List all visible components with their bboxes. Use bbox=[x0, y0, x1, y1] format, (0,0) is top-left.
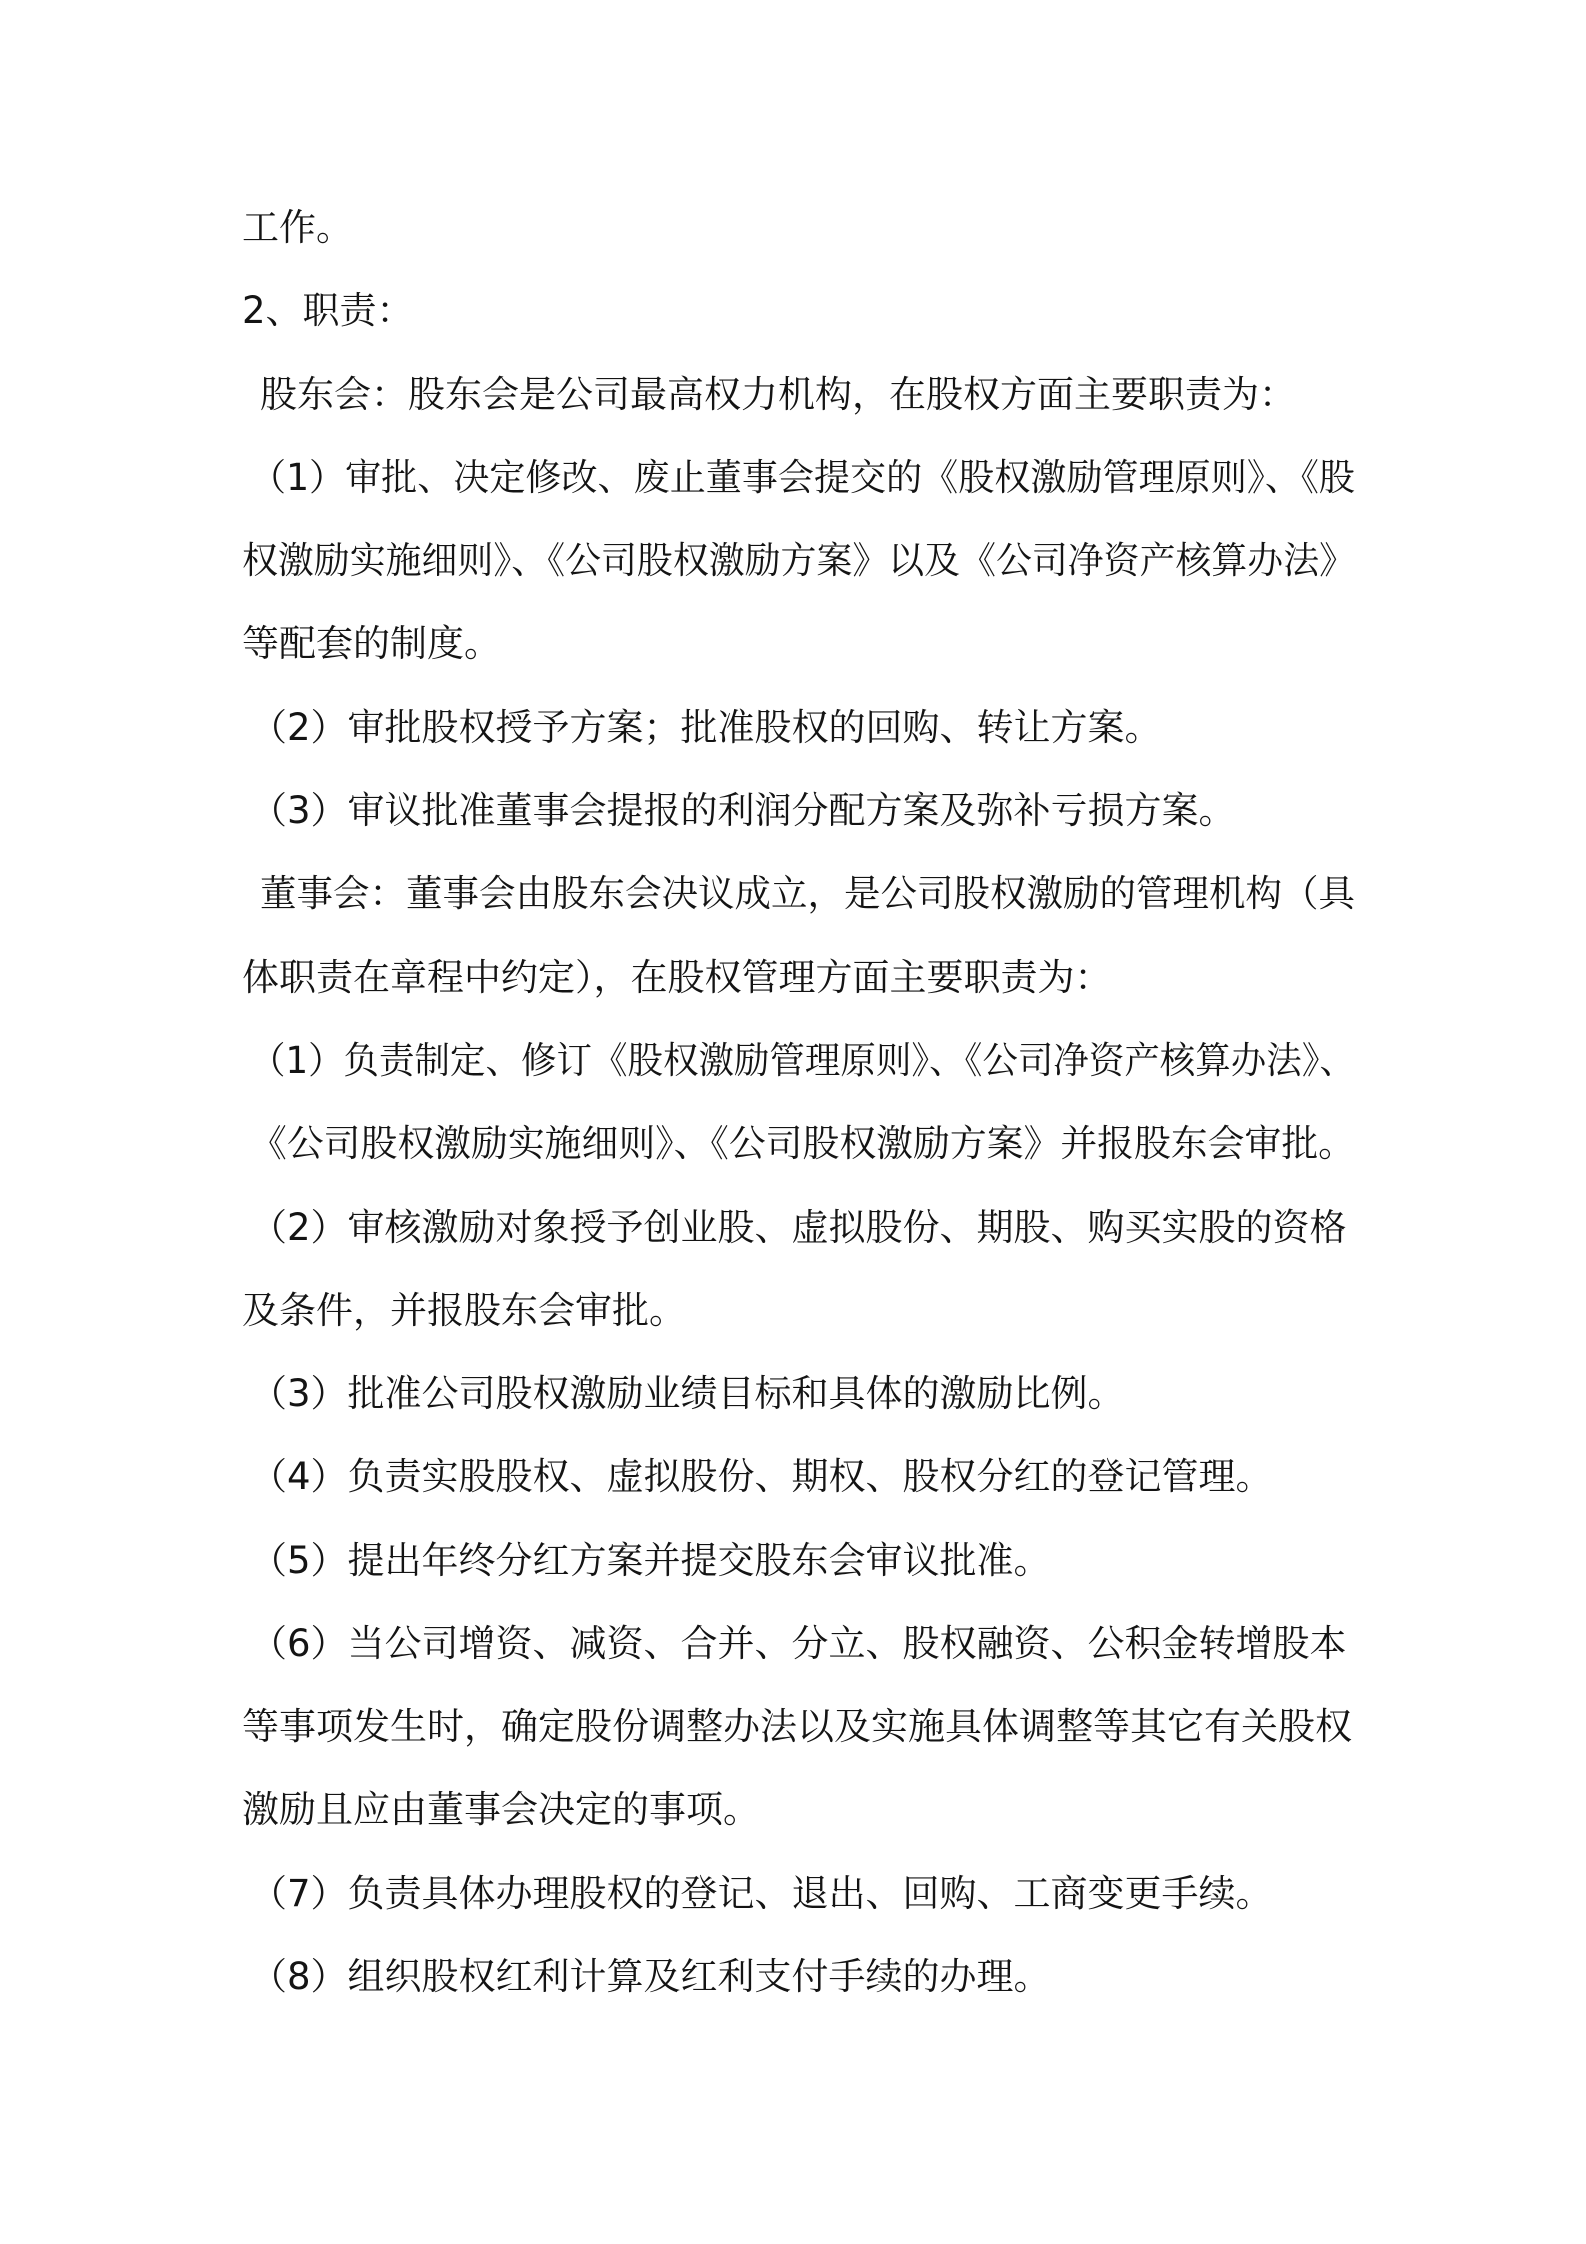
text-line bbox=[0, 781, 1586, 841]
text-line bbox=[0, 1447, 1586, 1507]
line-text: （1）审批、决定修改、废止董事会提交的《股权激励管理原则》、《股 bbox=[250, 456, 1355, 499]
text-line bbox=[0, 1114, 1586, 1174]
text-line bbox=[0, 1864, 1586, 1924]
line-text: 及条件，并报股东会审批。 bbox=[242, 1289, 686, 1332]
line-text: （4）负责实股股权、虚拟股份、期权、股权分红的登记管理。 bbox=[250, 1455, 1273, 1498]
line-text: （2）审批股权授予方案；批准股权的回购、转让方案。 bbox=[250, 706, 1162, 749]
text-line bbox=[0, 1614, 1586, 1674]
line-text: （6）当公司增资、减资、合并、分立、股权融资、公积金转增股本 bbox=[250, 1622, 1347, 1665]
line-text: 权激励实施细则》、《公司股权激励方案》以及《公司净资产核算办法》 bbox=[242, 539, 1355, 582]
line-text: 工作。 bbox=[242, 206, 353, 249]
text-line bbox=[0, 948, 1586, 1008]
text-line bbox=[0, 1364, 1586, 1424]
text-line bbox=[0, 614, 1586, 674]
text-line bbox=[0, 1198, 1586, 1258]
text-line bbox=[0, 1780, 1586, 1840]
text-line bbox=[0, 864, 1586, 924]
line-text: 等事项发生时，确定股份调整办法以及实施具体调整等其它有关股权 bbox=[242, 1705, 1352, 1748]
line-text: 体职责在章程中约定），在股权管理方面主要职责为： bbox=[242, 956, 1112, 999]
text-line bbox=[0, 531, 1586, 591]
text-line bbox=[0, 1281, 1586, 1341]
text-line bbox=[0, 698, 1586, 758]
line-text: 激励且应由董事会决定的事项。 bbox=[242, 1788, 760, 1831]
text-line bbox=[0, 365, 1586, 425]
section-heading bbox=[0, 281, 1586, 341]
line-text: 2、职责： bbox=[242, 289, 414, 332]
text-line bbox=[0, 1947, 1586, 2007]
line-text: （3）批准公司股权激励业绩目标和具体的激励比例。 bbox=[250, 1372, 1125, 1415]
line-text: 董事会：董事会由股东会决议成立，是公司股权激励的管理机构（具 bbox=[260, 872, 1355, 915]
line-text: （5）提出年终分红方案并提交股东会审议批准。 bbox=[250, 1539, 1051, 1582]
text-line bbox=[0, 1031, 1586, 1091]
line-text: 《公司股权激励实施细则》、《公司股权激励方案》并报股东会审批。 bbox=[250, 1122, 1355, 1165]
text-line bbox=[0, 1531, 1586, 1591]
line-text: （3）审议批准董事会提报的利润分配方案及弥补亏损方案。 bbox=[250, 789, 1236, 832]
text-line bbox=[0, 198, 1586, 258]
line-text: （8）组织股权红利计算及红利支付手续的办理。 bbox=[250, 1955, 1051, 1998]
line-text: （1）负责制定、修订《股权激励管理原则》、《公司净资产核算办法》、 bbox=[250, 1039, 1355, 1082]
line-text: （2）审核激励对象授予创业股、虚拟股份、期股、购买实股的资格 bbox=[250, 1206, 1347, 1249]
line-text: （7）负责具体办理股权的登记、退出、回购、工商变更手续。 bbox=[250, 1872, 1273, 1915]
line-text: 股东会：股东会是公司最高权力机构，在股权方面主要职责为： bbox=[260, 373, 1296, 416]
line-text: 等配套的制度。 bbox=[242, 622, 501, 665]
text-line bbox=[0, 448, 1586, 508]
text-line bbox=[0, 1697, 1586, 1757]
